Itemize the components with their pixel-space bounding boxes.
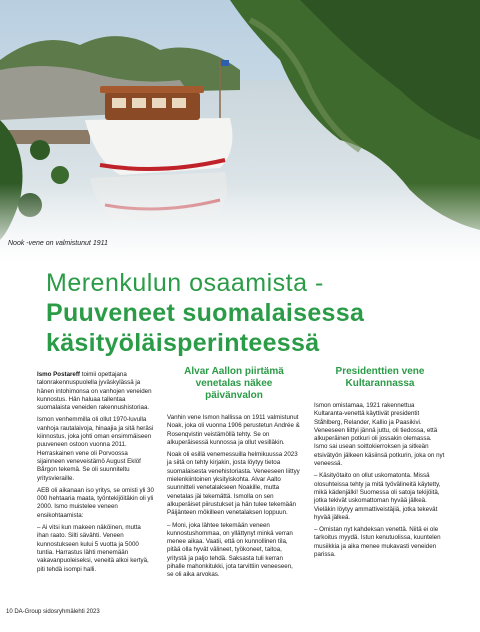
column-3 (314, 366, 446, 563)
paragraph: – Käsityötaito on ollut uskomatonta. Missä olosuhteissa tehty ja mitä työvälineitä käytetty, mikä kädenjälki! Suomessa oli satoja tekijöitä, jotka tekivät uskomattoman hyvää jälkeä. Vieläkin löytyy ammattiveistäjiä, jotka tekevät hyvää jälkeä. (314, 472, 441, 521)
subheading: Presidenttien vene Kultarannassa (335, 366, 425, 389)
paragraph: Ismon omistamaa, 1921 rakennettua Kultaranta-venettä käyttivät presidentit Ståhlberg, Relander, Kallio ja Paasikivi. Veneeseen liittyi jännä juttu, oli tiedossa, että alkuperäinen potkuri oli jossakin olemassa. Ismo sai usean soittokierroksen ja sitkeän etsivätyön jälkeen käsiinsä potkurin, joka on nyt veneessä. (314, 402, 445, 468)
lead-name: Ismo Postareff (37, 371, 80, 378)
headline (46, 268, 446, 358)
paragraph: Vanhin vene Ismon hallissa on 1911 valmistunut Noak, joka oli vuonna 1906 perustetun Andrée & Rosenqvistin veistämöllä tehty. Se on alkuperäisessä kunnossa ja ollut vesilläkin. (167, 414, 300, 446)
paragraph: Noak oli esillä venemessuilla helmikuussa 2023 ja siitä on tehty kirjakin, josta löytyy tietoa suomalaisesta venehistoriasta. Veneeseen liittyy mielenkiintoinen yksityiskohta. Alvar Aalto suunnitteli venetalakseen Noakille, mutta venetalas jäi tekemättä. Ismolla on sen alkuperäiset piirustukset ja hän tulee tekemään Päijänteen mökilleen venetalaksen loppuun. (167, 451, 300, 517)
paragraph: – Ai vitsi kun makeen näköinen, mutta ihan raato. Silti sävähti. Veneen kunnostukseen kului 5 vuotta ja 5000 tuntia. Harrastus lähti menemään vakavanpuoleiseksi, veneitä alkoi kertyä, piti tehdä isompi halli. (37, 524, 149, 573)
column-2 (167, 366, 301, 584)
paragraph: – Moni, joka lähtee tekemään veneen kunnostushommaa, on yllättynyt minkä verran menee aikaa. Vaatii, että on kunnollinen tila, pitää olla hyvät välineet, työkoneet, taitoa, yritystä ja paljo tehdä. Saksasta tuli kerran pihalle mahonkitukki, jota tarvittiin veneeseen, se oli aika arvokas. (167, 521, 293, 579)
page-footer: 10 DA-Group sidosryhmälehti 2023 (6, 609, 100, 615)
column-1 (37, 371, 154, 578)
paragraph: Ismon venhemmilla oli ollut 1970-luvulla vanhoja rautalaivoja, hinaajia ja sitä heräsi kiinnostus, joka johti oman ensimmäiseen puuveneen ostoon vuonna 2011. Herraskainen vene oli Porvoossa sijainneen veneveistämö August Eklöf Bårgon tekemä. Se oli suunniteltu yritysvieraille. (37, 416, 154, 482)
paragraph: – Omistan nyt kahdeksan venettä. Niitä ei ole tarkoitus myydä. Istun kenutuolissa, kuuntelen musiikkia ja aika menee mukavasti veneiden parissa. (314, 526, 441, 559)
paragraph: AEB oli aikanaan iso yritys, se omisti yli 30 000 hehtaaria maata, työntekijöitäkin oli yli 2000. Ismo muistelee veneen ensikohtaamista: (37, 486, 154, 519)
headline-line-2: Puuveneet suomalaisessa (46, 299, 365, 327)
boat-photo (0, 0, 480, 262)
subheading: Alvar Aallon piirtämä venetalas näkee päivänvalon (184, 366, 284, 401)
photo-caption: Nook -vene on valmistunut 1911 (8, 240, 108, 247)
paragraph (37, 371, 154, 412)
headline-line-1: Merenkulun osaamista - (46, 269, 324, 297)
paragraph-text: toimii opettajana talonrakennuspuolella jyväskylässä ja hänen intohimonsa on vanhojen veneiden kunnostus. Hän haluaa tallentaa suomalaista veneiden rakennushistoriaa. (37, 371, 152, 412)
headline-line-3: käsityöläisperinteessä (46, 329, 320, 357)
